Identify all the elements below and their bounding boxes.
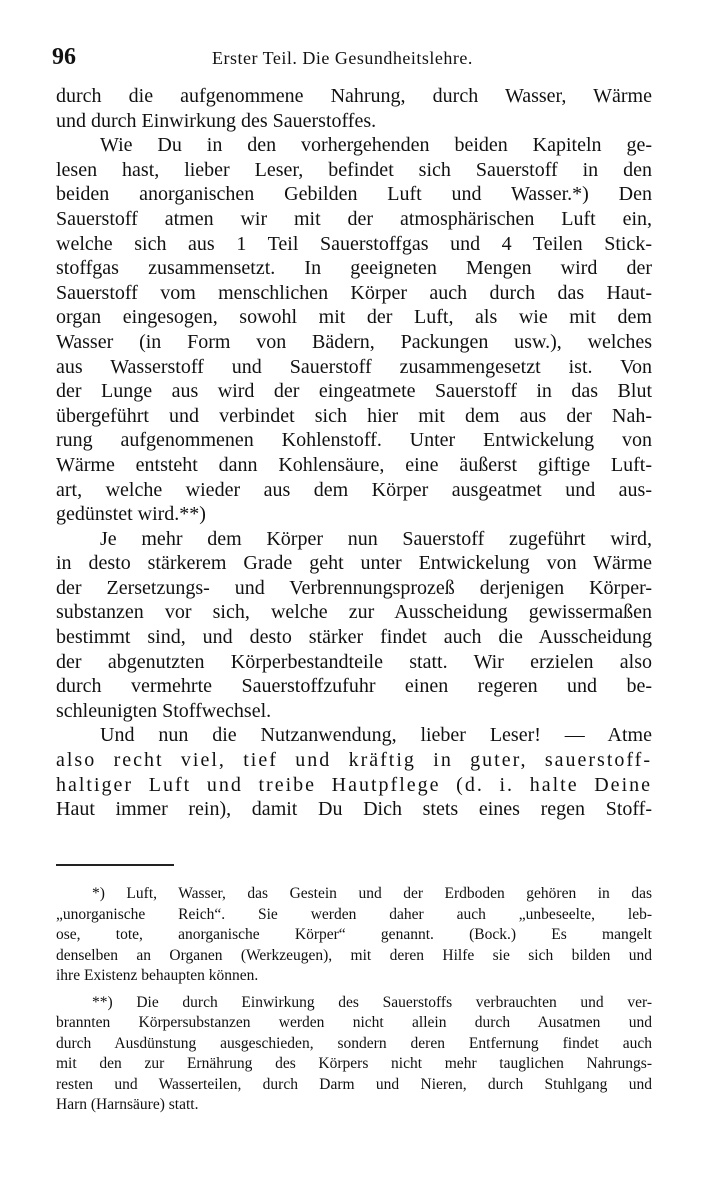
main-text <box>56 84 652 822</box>
footnote-line: mit den zur Ernährung des Körpers nicht mehr tauglichen Nahrungs- <box>56 1055 652 1072</box>
text-line: Sauerstoff atmen wir mit der atmosphärischen Luft ein, <box>56 207 652 230</box>
text-line: also recht viel, tief und kräftig in guter, sauerstoff- <box>56 749 652 772</box>
page-header <box>52 44 652 76</box>
running-head: Erster Teil. Die Gesundheitslehre. <box>212 48 473 68</box>
text-line: beiden anorganischen Gebilden Luft und Wasser.*) Den <box>56 183 652 206</box>
text-line: Und nun die Nutzanwendung, lieber Leser! — Atme <box>100 724 652 747</box>
text-line: lesen hast, lieber Leser, befindet sich Sauerstoff in den <box>56 158 652 181</box>
footnote-line: **) Die durch Einwirkung des Sauerstoffs verbrauchten und ver- <box>92 993 652 1011</box>
text-line: haltiger Luft und treibe Hautpflege (d. i. halte Deine <box>56 773 652 796</box>
footnote <box>56 884 652 987</box>
text-line: durch vermehrte Sauerstoffzufuhr einen regeren und be- <box>56 675 652 698</box>
footnote-line: brannten Körpersubstanzen werden nicht allein durch Ausatmen und <box>56 1014 652 1031</box>
text-line: substanzen vor sich, welche zur Ausscheidung gewissermaßen <box>56 601 652 624</box>
text-line: bestimmt sind, und desto stärker findet auch die Ausscheidung <box>56 626 652 649</box>
footnote-line: ihre Existenz behaupten können. <box>56 967 259 984</box>
text-line: Wärme entsteht dann Kohlensäure, eine äußerst giftige Luft- <box>56 453 652 476</box>
footnotes <box>56 884 652 1122</box>
footnote-line: durch Ausdünstung ausgeschieden, sondern deren Entfernung findet auch <box>56 1034 652 1052</box>
footnote <box>56 993 652 1116</box>
footnote-line: resten und Wasserteilen, durch Darm und Nieren, durch Stuhlgang und <box>56 1075 652 1093</box>
text-line: Sauerstoff vom menschlichen Körper auch durch das Haut- <box>56 281 652 304</box>
text-line: durch die aufgenommene Nahrung, durch Wasser, Wärme <box>56 85 652 107</box>
text-line: übergeführt und verbindet sich hier mit dem aus der Nah- <box>56 404 652 427</box>
text-line: schleunigten Stoffwechsel. <box>56 699 272 722</box>
text-line: stoffgas zusammensetzt. In geeigneten Mengen wird der <box>56 257 652 280</box>
paragraph <box>56 527 652 724</box>
text-line: welche sich aus 1 Teil Sauerstoffgas und 4 Teilen Stick- <box>56 232 652 255</box>
text-line: Wasser (in Form von Bädern, Packungen usw.), welches <box>56 330 652 353</box>
text-line: Haut immer rein), damit Du Dich stets eines regen Stoff- <box>56 798 652 821</box>
paragraph <box>56 723 652 821</box>
footnote-line: „unorganische Reich“. Sie werden daher auch „unbeseelte, leb- <box>56 905 652 923</box>
text-line: der Zersetzungs- und Verbrennungsprozeß derjenigen Körper- <box>56 576 652 599</box>
text-line: aus Wasserstoff und Sauerstoff zusammengesetzt ist. Von <box>56 355 652 378</box>
text-line: art, welche wieder aus dem Körper ausgeatmet und aus- <box>56 478 652 501</box>
footnote-line: ose, tote, anorganische Körper“ genannt. (Bock.) Es mangelt <box>56 926 652 943</box>
text-line: der Lunge aus wird der eingeatmete Sauerstoff in das Blut <box>56 380 652 403</box>
text-line: rung aufgenommenen Kohlenstoff. Unter Entwickelung von <box>56 429 652 452</box>
footnote-line: *) Luft, Wasser, das Gestein und der Erdboden gehören in das <box>92 885 652 902</box>
footnote-line: Harn (Harnsäure) statt. <box>56 1096 199 1113</box>
footnote-divider <box>56 864 174 866</box>
text-line: organ eingesogen, sowohl mit der Luft, als wie mit dem <box>56 306 652 329</box>
text-line: der abgenutzten Körperbestandteile statt. Wir erzielen also <box>56 650 652 673</box>
text-line: gedünstet wird.**) <box>56 503 206 526</box>
paragraph <box>56 133 652 527</box>
text-line: und durch Einwirkung des Sauerstoffes. <box>56 109 377 132</box>
text-line: in desto stärkerem Grade geht unter Entwickelung von Wärme <box>56 552 652 575</box>
text-line: Je mehr dem Körper nun Sauerstoff zugeführt wird, <box>100 527 652 550</box>
text-line: Wie Du in den vorhergehenden beiden Kapiteln ge- <box>100 134 652 157</box>
paragraph <box>56 84 652 133</box>
footnote-line: denselben an Organen (Werkzeugen), mit deren Hilfe sie sich bilden und <box>56 946 652 964</box>
page-number: 96 <box>52 44 76 70</box>
